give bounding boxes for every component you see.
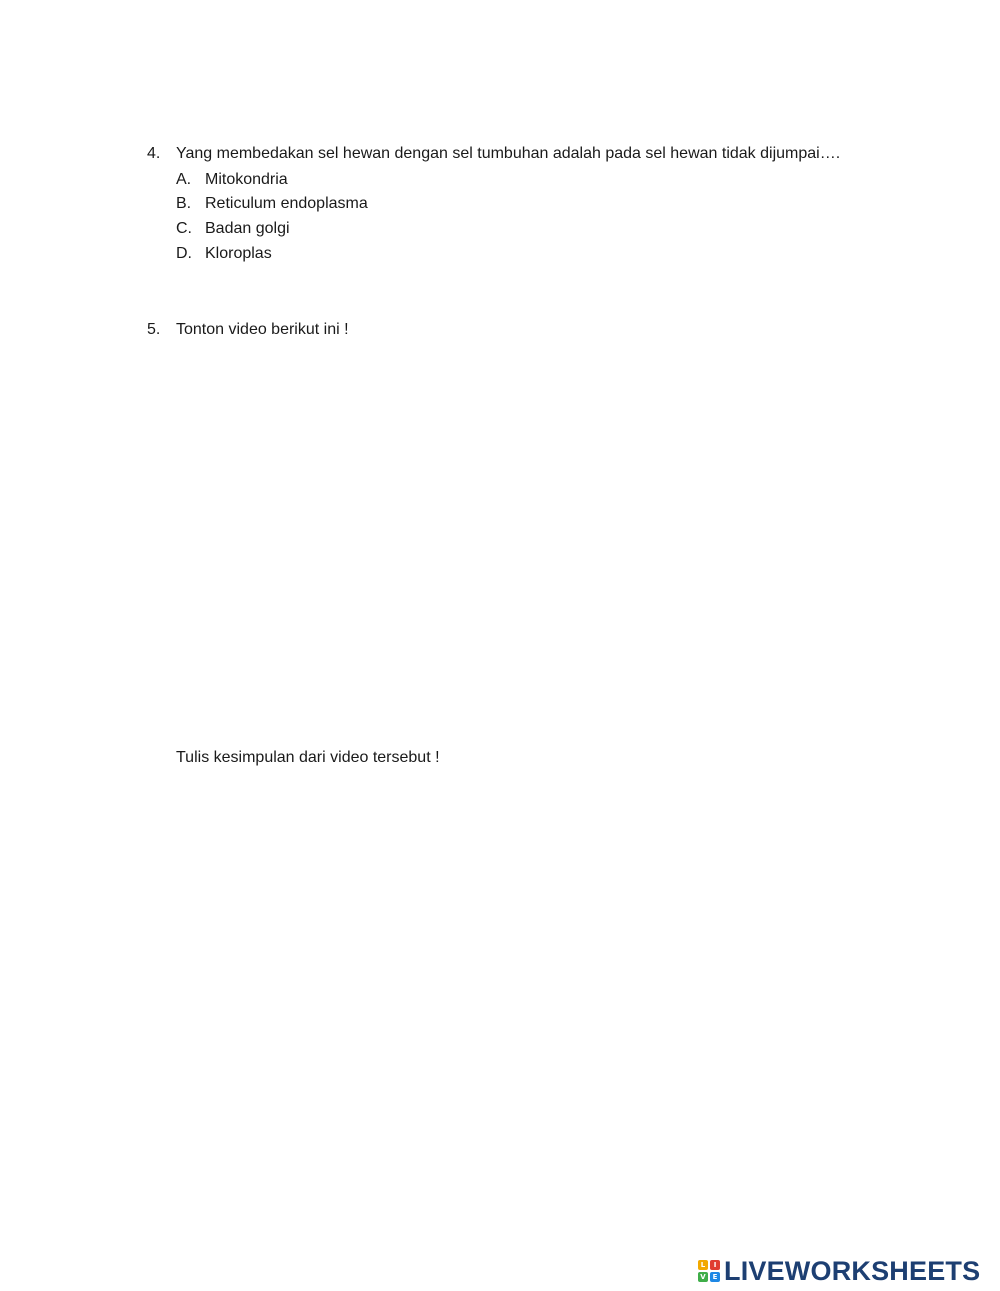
option-text: Mitokondria <box>205 171 288 188</box>
option-text: Kloroplas <box>205 245 272 262</box>
logo-block: E <box>710 1272 720 1282</box>
logo-block: V <box>698 1272 708 1282</box>
question-5-number: 5. <box>147 321 161 338</box>
question-5-instruction: Tulis kesimpulan dari video tersebut ! <box>176 749 440 766</box>
option-text: Badan golgi <box>205 220 290 237</box>
option-text: Reticulum endoplasma <box>205 195 368 212</box>
option-letter: C. <box>176 220 192 237</box>
option-letter: D. <box>176 245 192 262</box>
question-5-text: Tonton video berikut ini ! <box>176 321 349 338</box>
logo-text: LIVEWORKSHEETS <box>724 1256 981 1286</box>
option-letter: B. <box>176 195 192 212</box>
liveworksheets-logo <box>698 1256 980 1286</box>
question-4-text: Yang membedakan sel hewan dengan sel tumbuhan adalah pada sel hewan tidak dijumpai…. <box>176 145 841 162</box>
logo-blocks-icon <box>698 1260 720 1282</box>
logo-block: I <box>710 1260 720 1270</box>
logo-block: L <box>698 1260 708 1270</box>
option-letter: A. <box>176 171 192 188</box>
question-4-number: 4. <box>147 145 161 162</box>
